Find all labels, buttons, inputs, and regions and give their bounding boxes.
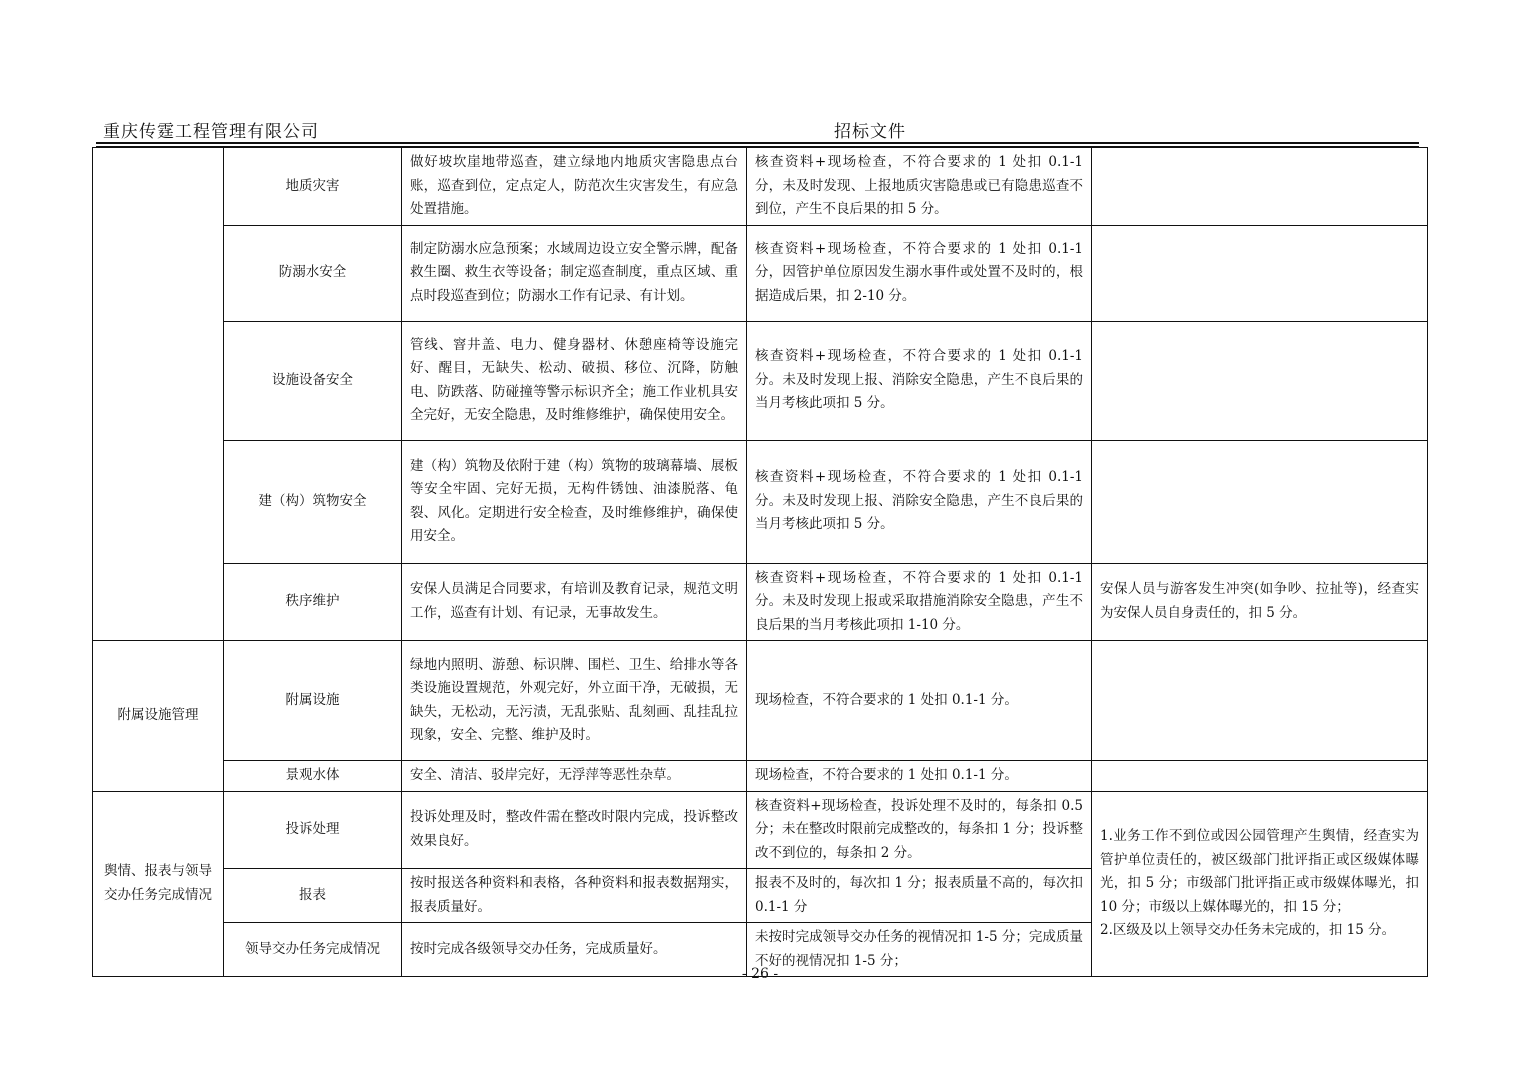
requirement-cell: 建（构）筑物及依附于建（构）筑物的玻璃幕墙、展板等安全牢固、完好无损，无构件锈蚀、油漆脱落、龟裂、风化。定期进行安全检查，及时维修维护，确保使用安全。 <box>402 440 747 563</box>
item-cell: 报表 <box>224 869 402 923</box>
extra-cell <box>1092 321 1428 440</box>
method-cell: 未按时完成领导交办任务的视情况扣 1-5 分；完成质量不好的视情况扣 1-5 分； <box>747 923 1092 977</box>
method-cell: 核查资料+现场检查，不符合要求的 1 处扣 0.1-1 分。未及时发现上报、消除安全隐患，产生不良后果的当月考核此项扣 5 分。 <box>747 321 1092 440</box>
extra-cell <box>1092 148 1428 226</box>
requirement-cell: 管线、窨井盖、电力、健身器材、休憩座椅等设施完好、醒目，无缺失、松动、破损、移位、沉降，防触电、防跌落、防碰撞等警示标识齐全；施工作业机具安全完好，无安全隐患，及时维修维护，确保使用安全。 <box>402 321 747 440</box>
extra-cell <box>1092 761 1428 792</box>
extra-cell: 安保人员与游客发生冲突(如争吵、拉扯等)，经查实为安保人员自身责任的，扣 5 分。 <box>1092 563 1428 641</box>
header-divider <box>96 142 1419 144</box>
page-number: - 26 - <box>741 966 779 982</box>
extra-cell <box>1092 440 1428 563</box>
document-title: 招标文件 <box>834 122 906 142</box>
category-cell: 附属设施管理 <box>93 641 224 792</box>
item-cell: 设施设备安全 <box>224 321 402 440</box>
method-cell: 现场检查，不符合要求的 1 处扣 0.1-1 分。 <box>747 641 1092 761</box>
requirement-cell: 制定防溺水应急预案；水域周边设立安全警示牌，配备救生圈、救生衣等设备；制定巡查制度，重点区域、重点时段巡查到位；防溺水工作有记录、有计划。 <box>402 225 747 321</box>
table-row <box>93 440 1428 563</box>
table-row <box>93 641 1428 761</box>
company-name: 重庆传霆工程管理有限公司 <box>103 122 319 142</box>
method-cell: 核查资料+现场检查，投诉处理不及时的，每条扣 0.5 分；未在整改时限前完成整改的，每条扣 1 分；投诉整改不到位的，每条扣 2 分。 <box>747 791 1092 869</box>
method-cell: 核查资料+现场检查，不符合要求的 1 处扣 0.1-1 分，因管护单位原因发生溺水事件或处置不及时的，根据造成后果，扣 2-10 分。 <box>747 225 1092 321</box>
extra-cell <box>1092 641 1428 761</box>
method-cell: 核查资料+现场检查，不符合要求的 1 处扣 0.1-1 分。未及时发现上报或采取措施消除安全隐患，产生不良后果的当月考核此项扣 1-10 分。 <box>747 563 1092 641</box>
table-row <box>93 321 1428 440</box>
assessment-table <box>92 147 1428 977</box>
table-row <box>93 225 1428 321</box>
item-cell: 投诉处理 <box>224 791 402 869</box>
category-cell: 舆情、报表与领导交办任务完成情况 <box>93 791 224 977</box>
requirement-cell: 绿地内照明、游憩、标识牌、围栏、卫生、给排水等各类设施设置规范，外观完好，外立面干净，无破损，无缺失，无松动，无污渍，无乱张贴、乱刻画、乱挂乱拉现象，安全、完整、维护及时。 <box>402 641 747 761</box>
item-cell: 建（构）筑物安全 <box>224 440 402 563</box>
requirement-cell: 安保人员满足合同要求，有培训及教育记录，规范文明工作，巡查有计划、有记录，无事故发生。 <box>402 563 747 641</box>
requirement-cell: 做好坡坎崖地带巡查，建立绿地内地质灾害隐患点台账，巡查到位，定点定人，防范次生灾害发生，有应急处置措施。 <box>402 148 747 226</box>
requirement-cell: 按时报送各种资料和表格，各种资料和报表数据翔实，报表质量好。 <box>402 869 747 923</box>
table-row <box>93 148 1428 226</box>
requirement-cell: 按时完成各级领导交办任务，完成质量好。 <box>402 923 747 977</box>
method-cell: 报表不及时的，每次扣 1 分；报表质量不高的，每次扣 0.1-1 分 <box>747 869 1092 923</box>
item-cell: 景观水体 <box>224 761 402 792</box>
table-row <box>93 791 1428 869</box>
item-cell: 附属设施 <box>224 641 402 761</box>
item-cell: 地质灾害 <box>224 148 402 226</box>
requirement-cell: 安全、清洁、驳岸完好，无浮萍等恶性杂草。 <box>402 761 747 792</box>
table-row <box>93 563 1428 641</box>
extra-cell: 1.业务工作不到位或因公园管理产生舆情，经查实为管护单位责任的，被区级部门批评指正或区级媒体曝光，扣 5 分；市级部门批评指正或市级媒体曝光，扣 10 分；市级以上媒体曝光的，扣 15 分； 2.区级及以上领导交办任务未完成的，扣 15 分。 <box>1092 791 1428 977</box>
item-cell: 秩序维护 <box>224 563 402 641</box>
item-cell: 领导交办任务完成情况 <box>224 923 402 977</box>
method-cell: 核查资料+现场检查，不符合要求的 1 处扣 0.1-1 分，未及时发现、上报地质灾害隐患或已有隐患巡查不到位，产生不良后果的扣 5 分。 <box>747 148 1092 226</box>
method-cell: 核查资料+现场检查，不符合要求的 1 处扣 0.1-1 分。未及时发现上报、消除安全隐患，产生不良后果的当月考核此项扣 5 分。 <box>747 440 1092 563</box>
category-cell <box>93 148 224 641</box>
method-cell: 现场检查，不符合要求的 1 处扣 0.1-1 分。 <box>747 761 1092 792</box>
item-cell: 防溺水安全 <box>224 225 402 321</box>
requirement-cell: 投诉处理及时，整改件需在整改时限内完成，投诉整改效果良好。 <box>402 791 747 869</box>
table-row <box>93 761 1428 792</box>
extra-cell <box>1092 225 1428 321</box>
